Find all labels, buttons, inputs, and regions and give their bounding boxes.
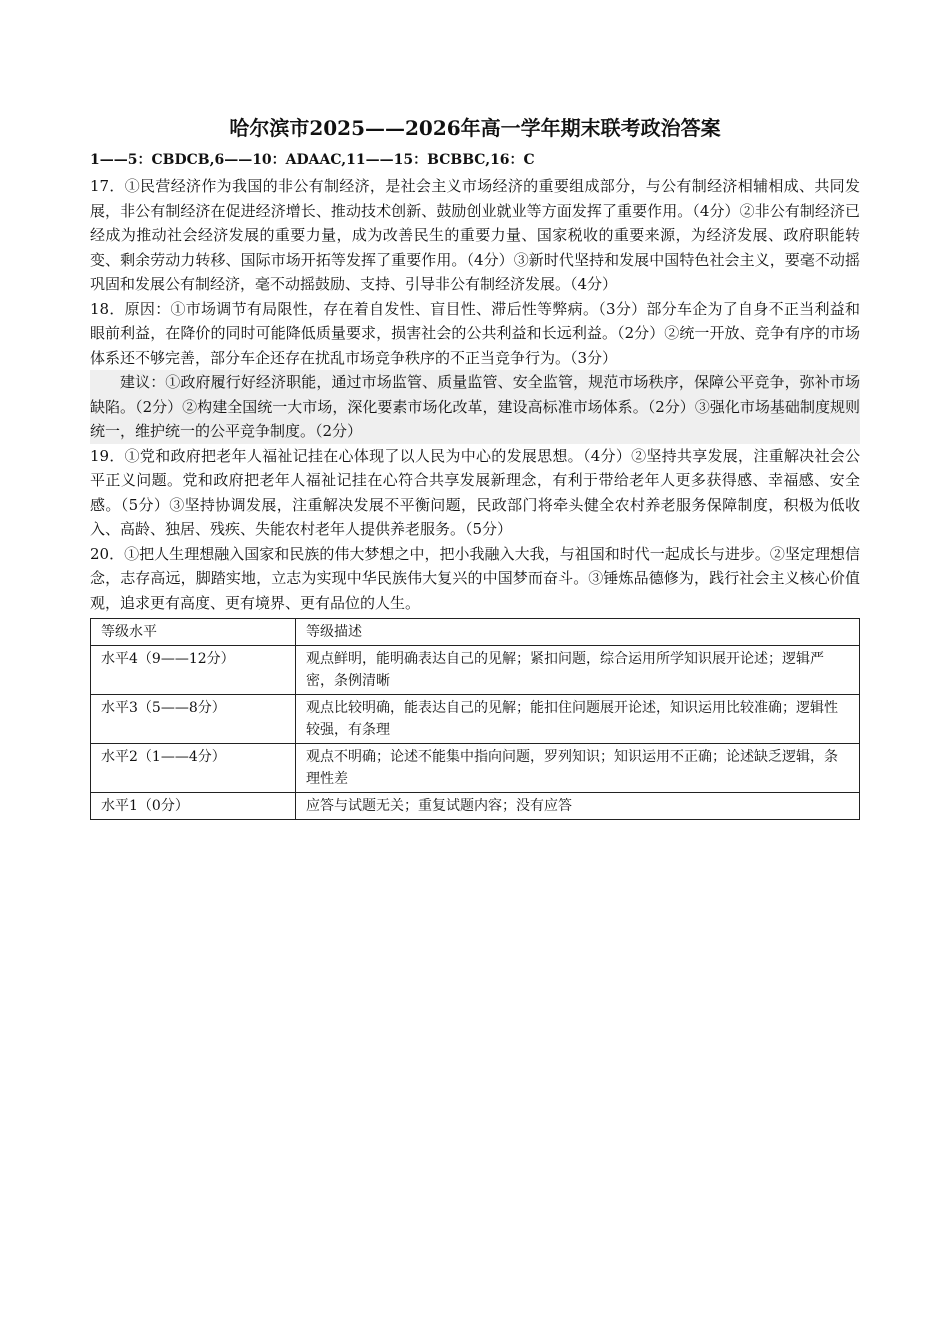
page-title: 哈尔滨市2025——2026年高一学年期末联考政治答案 (229, 116, 721, 140)
grade-table-header (91, 619, 860, 646)
level-cell: 水平1（0分） (91, 793, 296, 820)
answer-19: 19．①党和政府把老年人福祉记挂在心体现了以人民为中心的发展思想。（4分）②坚持共享发展，注重解决社会公平正义问题。党和政府把老年人福祉记挂在心符合共享发展新理念，有利于带给老年人更多获得感、幸福感、安全感。（5分）③坚持协调发展，注重解决发展不平衡问题，民政部门将牵头健全农村养老服务保障制度，积极为低收入、高龄、独居、残疾、失能农村老年人提供养老服务。（5分） (90, 446, 860, 538)
level-cell: 水平4（9——12分） (91, 646, 296, 695)
table-row (91, 793, 860, 820)
choice-answers: 1——5：CBDCB,6——10：ADAAC,11——15：BCBBC,16：C (90, 152, 535, 168)
description-cell: 观点不明确；论述不能集中指向问题，罗列知识；知识运用不正确；论述缺乏逻辑，条理性差 (296, 744, 860, 793)
answer-document (90, 112, 860, 820)
table-row (91, 744, 860, 793)
answer-20: 20．①把人生理想融入国家和民族的伟大梦想之中，把小我融入大我，与祖国和时代一起成长与进步。②坚定理想信念，志存高远，脚踏实地，立志为实现中华民族伟大复兴的中国梦而奋斗。③锤炼品德修为，践行社会主义核心价值观，追求更有高度、更有境界、更有品位的人生。 (90, 544, 860, 612)
grade-table (90, 618, 860, 820)
answer-17: 17．①民营经济作为我国的非公有制经济，是社会主义市场经济的重要组成部分，与公有制经济相辅相成、共同发展，非公有制经济在促进经济增长、推动技术创新、鼓励创业就业等方面发挥了重要作用。（4分）②非公有制经济已经成为推动社会经济发展的重要力量，成为改善民生的重要力量、国家税收的重要来源，为经济发展、政府职能转变、剩余劳动力转移、国际市场开拓等发挥了重要作用。（4分）③新时代坚持和发展中国特色社会主义，要毫不动摇巩固和发展公有制经济，毫不动摇鼓励、支持、引导非公有制经济发展。（4分） (90, 177, 860, 293)
answer-18-reasons: 18．原因：①市场调节有局限性，存在着自发性、盲目性、滞后性等弊病。（3分）部分车企为了自身不正当利益和眼前利益，在降价的同时可能降低质量要求，损害社会的公共利益和长远利益。（2分）②统一开放、竞争有序的市场体系还不够完善，部分车企还存在扰乱市场竞争秩序的不正当竞争行为。（3分） (90, 299, 860, 367)
level-cell: 水平3（5——8分） (91, 695, 296, 744)
table-row (91, 695, 860, 744)
answer-18-suggestions: 建议：①政府履行好经济职能，通过市场监管、质量监管、安全监管，规范市场秩序，保障公平竞争，弥补市场缺陷。（2分）②构建全国统一大市场，深化要素市场化改革，建设高标准市场体系。（2分）③强化市场基础制度规则统一，维护统一的公平竞争制度。（2分） (90, 370, 860, 444)
header-description: 等级描述 (296, 619, 860, 646)
level-cell: 水平2（1——4分） (91, 744, 296, 793)
table-row (91, 646, 860, 695)
description-cell: 观点比较明确，能表达自己的见解；能扣住问题展开论述，知识运用比较准确；逻辑性较强，有条理 (296, 695, 860, 744)
description-cell: 观点鲜明，能明确表达自己的见解；紧扣问题，综合运用所学知识展开论述；逻辑严密，条例清晰 (296, 646, 860, 695)
header-level: 等级水平 (91, 619, 296, 646)
description-cell: 应答与试题无关；重复试题内容；没有应答 (296, 793, 860, 820)
